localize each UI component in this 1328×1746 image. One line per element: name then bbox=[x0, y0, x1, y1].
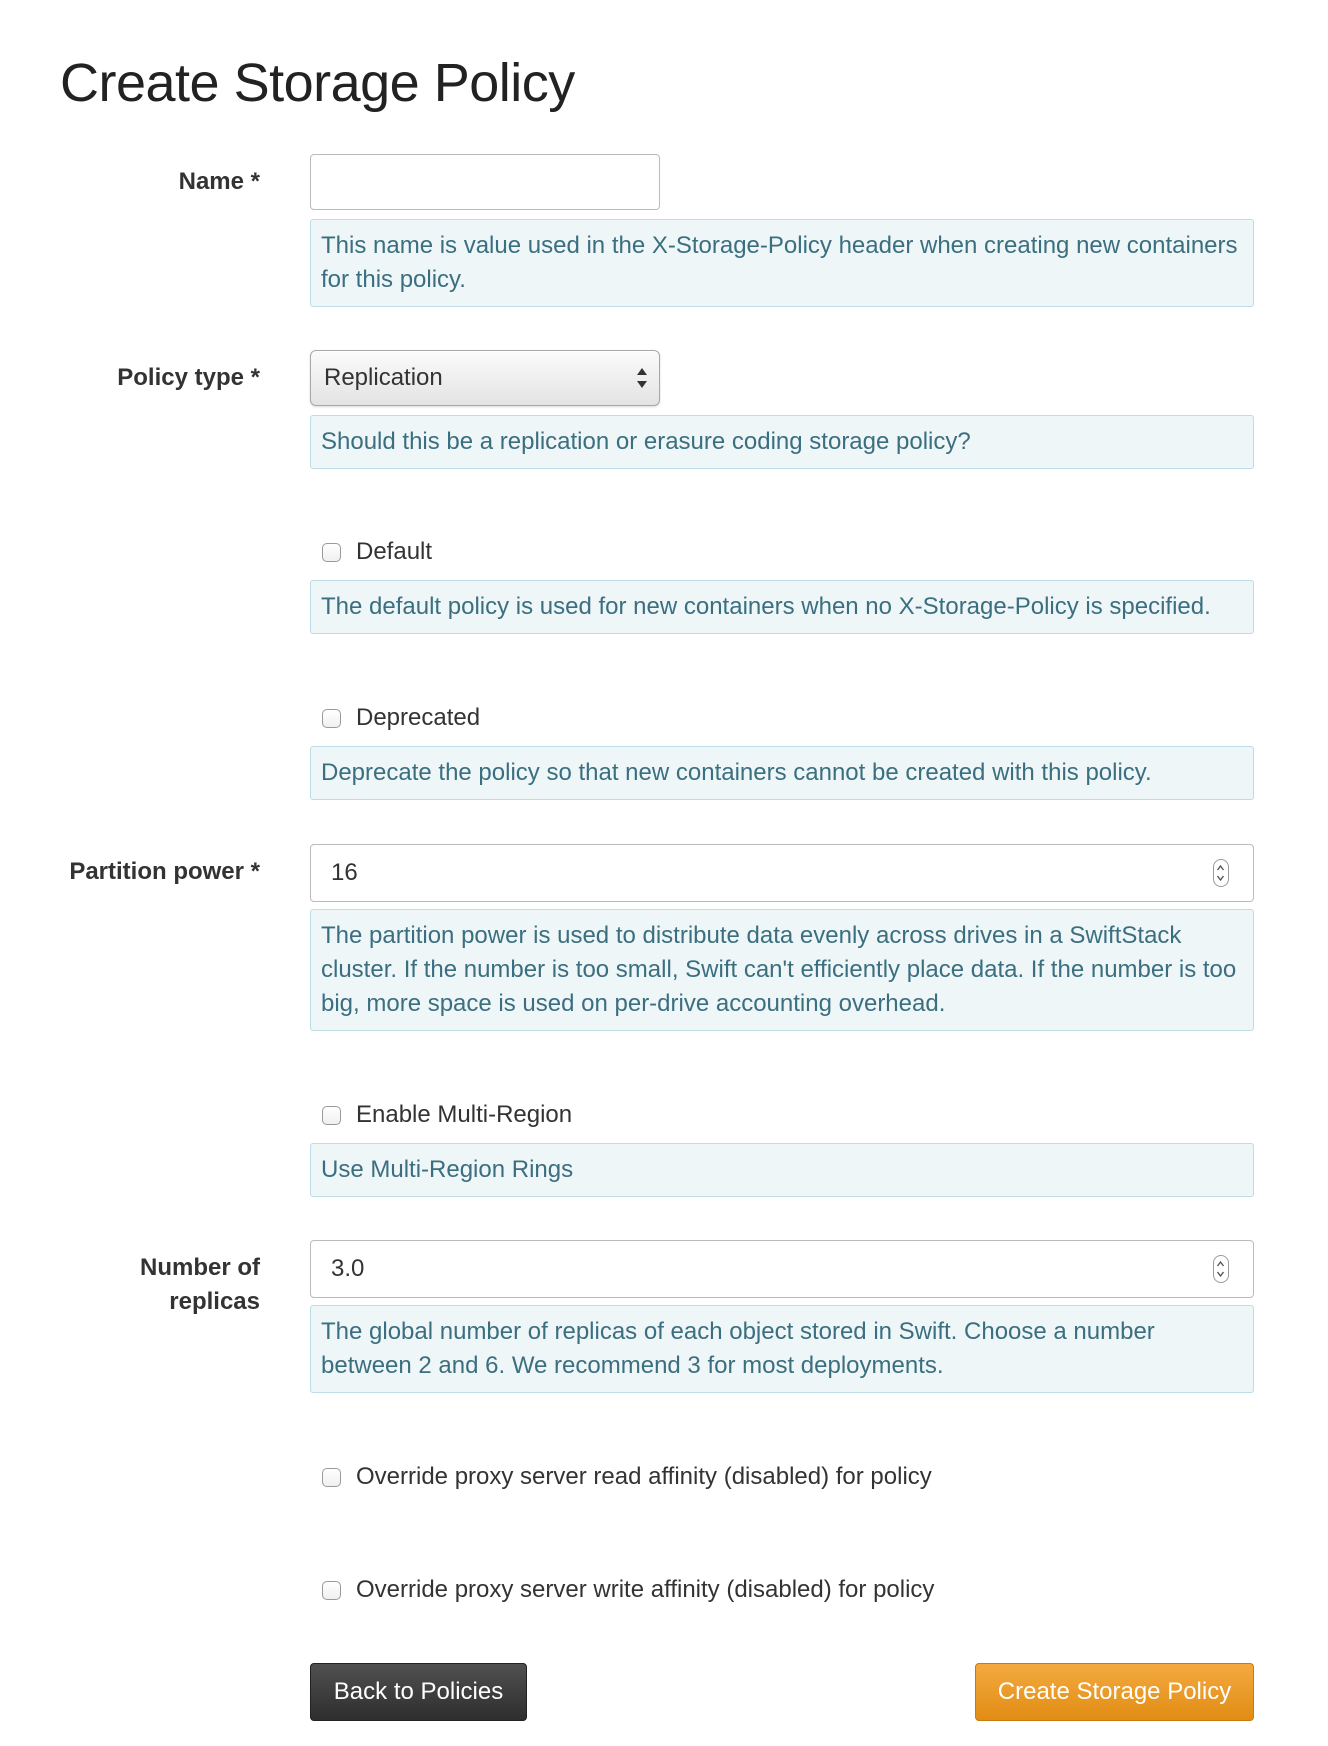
back-to-policies-button[interactable]: Back to Policies bbox=[310, 1663, 527, 1721]
write-affinity-checkbox-label[interactable]: Override proxy server write affinity (disabled) for policy bbox=[356, 1576, 935, 1603]
replicas-input[interactable] bbox=[310, 1240, 1254, 1298]
replicas-label-line1: Number of bbox=[140, 1254, 260, 1281]
replicas-label-line2: replicas bbox=[169, 1288, 260, 1315]
deprecated-checkbox-label[interactable]: Deprecated bbox=[356, 704, 481, 731]
select-updown-icon bbox=[636, 363, 648, 393]
multi-region-help-text: Use Multi-Region Rings bbox=[310, 1143, 1254, 1197]
replicas-value: 3.0 bbox=[331, 1255, 365, 1282]
stepper-arrows-icon bbox=[1216, 1259, 1225, 1279]
partition-power-help-text: The partition power is used to distribute data evenly across drives in a SwiftStack cluster. If the number is too small, Swift can't efficiently place data. If the number is too big, more space is used on per-drive accounting overhead. bbox=[310, 909, 1254, 1031]
default-checkbox-row[interactable] bbox=[322, 535, 432, 569]
default-checkbox-label[interactable]: Default bbox=[356, 538, 433, 565]
write-affinity-checkbox[interactable] bbox=[322, 1581, 341, 1600]
deprecated-checkbox-row[interactable] bbox=[322, 701, 480, 735]
replicas-help-text: The global number of replicas of each object stored in Swift. Choose a number between 2 and 6. We recommend 3 for most deployments. bbox=[310, 1305, 1254, 1393]
default-checkbox[interactable] bbox=[322, 543, 341, 562]
partition-power-label: Partition power * bbox=[69, 858, 260, 885]
default-help-text: The default policy is used for new containers when no X-Storage-Policy is specified. bbox=[310, 580, 1254, 634]
replicas-stepper[interactable] bbox=[1213, 1255, 1229, 1283]
deprecated-checkbox[interactable] bbox=[322, 709, 341, 728]
policy-type-help-text: Should this be a replication or erasure coding storage policy? bbox=[310, 415, 1254, 469]
multi-region-checkbox-row[interactable] bbox=[322, 1098, 572, 1132]
read-affinity-checkbox[interactable] bbox=[322, 1468, 341, 1487]
name-input[interactable] bbox=[310, 154, 660, 210]
read-affinity-checkbox-label[interactable]: Override proxy server read affinity (disabled) for policy bbox=[356, 1463, 932, 1490]
name-label: Name * bbox=[178, 168, 260, 195]
policy-type-selected-value: Replication bbox=[324, 364, 443, 391]
replicas-label bbox=[140, 1251, 260, 1319]
partition-power-input[interactable] bbox=[310, 844, 1254, 902]
write-affinity-checkbox-row[interactable] bbox=[322, 1573, 934, 1607]
page-title: Create Storage Policy bbox=[60, 53, 575, 113]
policy-type-label: Policy type * bbox=[117, 364, 260, 391]
stepper-arrows-icon bbox=[1216, 863, 1225, 883]
create-storage-policy-button[interactable]: Create Storage Policy bbox=[975, 1663, 1254, 1721]
multi-region-checkbox[interactable] bbox=[322, 1106, 341, 1125]
name-help-text: This name is value used in the X-Storage-Policy header when creating new containers for this policy. bbox=[310, 219, 1254, 307]
partition-power-value: 16 bbox=[331, 859, 358, 886]
policy-type-select[interactable] bbox=[310, 350, 660, 406]
partition-power-stepper[interactable] bbox=[1213, 859, 1229, 887]
deprecated-help-text: Deprecate the policy so that new containers cannot be created with this policy. bbox=[310, 746, 1254, 800]
read-affinity-checkbox-row[interactable] bbox=[322, 1460, 932, 1494]
multi-region-checkbox-label[interactable]: Enable Multi-Region bbox=[356, 1101, 573, 1128]
